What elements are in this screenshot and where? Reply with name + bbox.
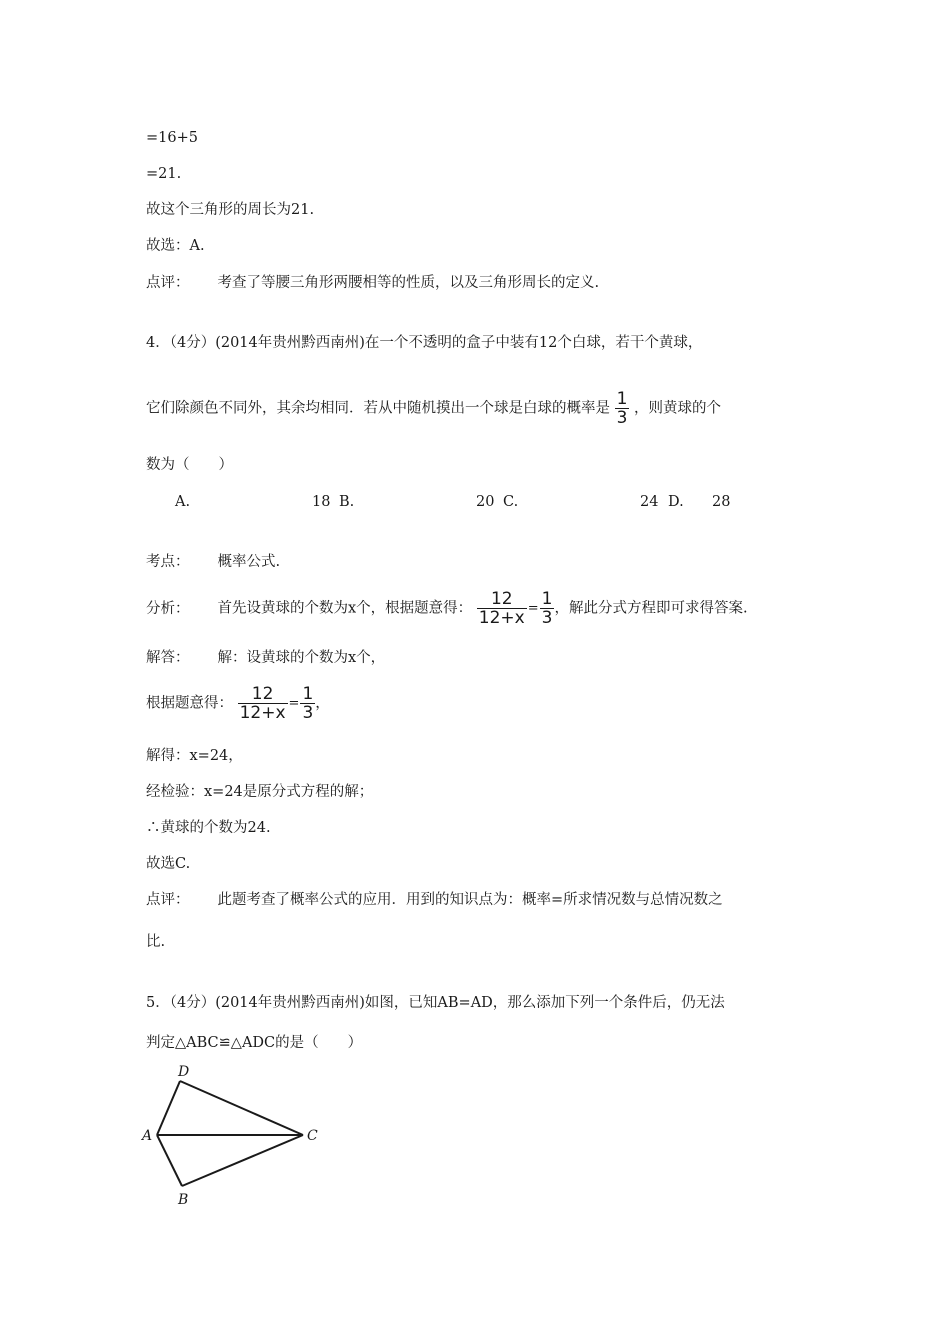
q4-fenxi-frac-right xyxy=(540,590,555,627)
q4-stem-line-3: 数为（ ） xyxy=(146,457,233,473)
prev-line-2: =21. xyxy=(146,166,182,182)
q4-therefore: ∴黄球的个数为24. xyxy=(146,820,271,836)
q4-option-b-value: 20 xyxy=(476,494,495,510)
q4-jianyan: 经检验：x=24是原分式方程的解； xyxy=(146,784,374,800)
q4-choose: 故选C. xyxy=(146,856,191,872)
q4-stem-line-1: 4．（4分）(2014年贵州黔西南州)在一个不透明的盒子中装有12个白球，若干个黄球， xyxy=(146,335,703,351)
prev-line-3: 故这个三角形的周长为21. xyxy=(146,202,315,218)
q4-fenxi xyxy=(146,590,748,627)
q4-kaodian-text: 概率公式. xyxy=(217,554,281,570)
prev-review xyxy=(146,273,599,293)
q4-stem-text-b: ，则黄球的个 xyxy=(634,400,722,417)
q4-fenxi-right-den: 3 xyxy=(541,608,553,628)
q4-jieda-label: 解答： xyxy=(146,650,190,666)
q4-review-label: 点评： xyxy=(146,892,190,908)
q4-review xyxy=(146,890,723,910)
q4-genju-right-den: 3 xyxy=(302,703,314,723)
prev-line-4: 故选：A. xyxy=(146,238,205,254)
q4-option-c-value: 24 xyxy=(640,494,659,510)
q4-kaodian-label: 考点： xyxy=(146,554,190,570)
segment-dc xyxy=(180,1081,303,1135)
q4-genju-right-num: 1 xyxy=(302,684,314,704)
q4-stem-frac-den: 3 xyxy=(616,408,628,428)
q4-stem-line-2 xyxy=(146,390,721,427)
q4-fenxi-frac-left xyxy=(477,590,527,627)
q4-stem-text-a: 它们除颜色不同外，其余均相同．若从中随机摸出一个球是白球的概率是 xyxy=(146,400,610,417)
vertex-d-label: D xyxy=(178,1064,190,1080)
q4-kaodian xyxy=(146,552,280,572)
q4-option-a-label: A. xyxy=(175,494,191,510)
q4-genju-left-den: 12+x xyxy=(239,703,286,723)
segment-bc xyxy=(182,1135,303,1186)
q4-genju xyxy=(146,685,330,722)
q4-option-d-value: 28 xyxy=(712,494,731,510)
vertex-c-label: C xyxy=(307,1128,318,1144)
q4-option-c-label: C. xyxy=(503,494,519,510)
q4-genju-left-num: 12 xyxy=(238,685,288,704)
q4-fenxi-label: 分析： xyxy=(146,600,190,617)
q4-fenxi-left-den: 12+x xyxy=(478,608,525,628)
prev-review-label: 点评： xyxy=(146,275,190,291)
q4-review-text: 此题考查了概率公式的应用．用到的知识点为：概率=所求情况数与总情况数之 xyxy=(217,892,723,908)
q4-jieda xyxy=(146,648,385,668)
q4-jiede: 解得：x=24， xyxy=(146,748,243,764)
q4-jieda-text: 解：设黄球的个数为x个， xyxy=(217,650,386,666)
prev-line-1: =16+5 xyxy=(146,130,198,146)
q4-review-line-2: 比. xyxy=(146,934,166,950)
q4-option-a-value: 18 xyxy=(312,494,331,510)
segment-ab xyxy=(157,1135,182,1186)
q4-stem-fraction xyxy=(615,390,630,427)
q5-stem-line-2: 判定△ABC≌△ADC的是（ ） xyxy=(146,1035,363,1051)
q4-option-d-label: D. xyxy=(668,494,684,510)
q4-stem-frac-num: 1 xyxy=(616,389,628,409)
q5-figure xyxy=(140,1058,330,1210)
q4-genju-equals: = xyxy=(288,695,300,711)
q4-genju-frac-right xyxy=(300,685,315,722)
vertex-b-label: B xyxy=(178,1192,189,1208)
vertex-a-label: A xyxy=(142,1128,153,1144)
q4-fenxi-text-a: 首先设黄球的个数为x个，根据题意得： xyxy=(217,600,473,617)
q4-fenxi-text-b: ，解此分式方程即可求得答案. xyxy=(554,600,748,617)
q4-genju-text: 根据题意得： xyxy=(146,695,233,712)
q4-fenxi-equals: = xyxy=(527,600,539,616)
prev-review-text: 考查了等腰三角形两腰相等的性质，以及三角形周长的定义. xyxy=(217,275,600,291)
segment-ad xyxy=(157,1081,180,1135)
q4-genju-end: ， xyxy=(315,695,330,712)
q5-stem-line-1: 5．（4分）(2014年贵州黔西南州)如图，已知AB=AD，那么添加下列一个条件后，仍无法 xyxy=(146,995,725,1011)
q4-genju-frac-left xyxy=(238,685,288,722)
q4-option-b-label: B. xyxy=(339,494,355,510)
q4-fenxi-right-num: 1 xyxy=(541,589,553,609)
q4-fenxi-left-num: 12 xyxy=(477,590,527,609)
